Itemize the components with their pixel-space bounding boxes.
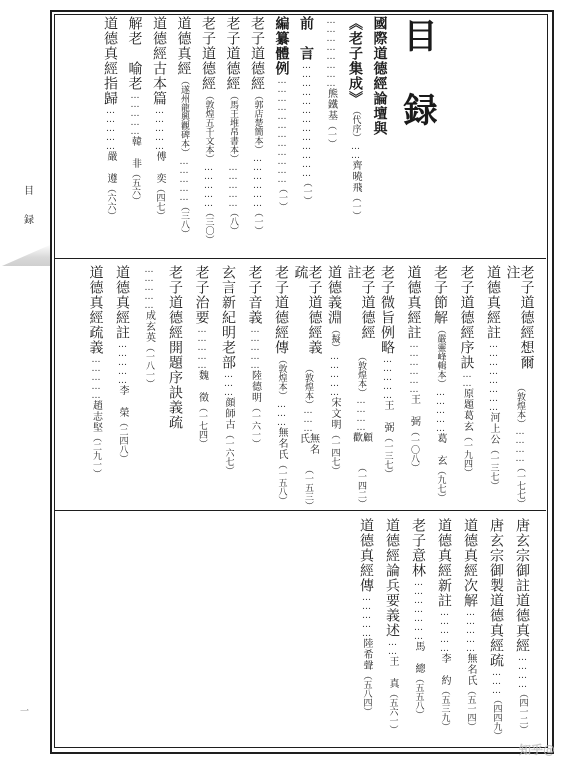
side-wedge-decoration xyxy=(2,244,52,266)
side-label-2: 録 xyxy=(24,215,34,226)
entry-page: （一三七） xyxy=(382,433,393,478)
entry-author: 成玄英 xyxy=(143,310,155,343)
page-number: 一 xyxy=(20,707,30,717)
leader-dots: …………… xyxy=(130,91,140,136)
toc-entry[interactable] xyxy=(248,16,266,256)
entry-edition-note: （擬） xyxy=(329,325,340,352)
leader-dots: ………… xyxy=(356,395,366,432)
entry-edition-note: （郭店楚簡本） xyxy=(252,91,263,154)
title-box xyxy=(397,18,456,218)
entry-author: 王 弼 xyxy=(408,394,420,427)
entry-author: 王 弼 xyxy=(382,400,393,433)
entry-title: 道德真經傳 xyxy=(358,518,374,593)
divider-top xyxy=(55,258,546,259)
entry-title: 老子節解 xyxy=(432,265,448,325)
entry-title: 唐玄宗御註道德真經 xyxy=(514,518,530,653)
entry-title: 道德真經新註 xyxy=(436,518,452,608)
entry-title: 道德經古本篇 xyxy=(151,16,167,106)
entry-title: 老子道德經 xyxy=(224,16,241,91)
entry-title: 道德真經次解 xyxy=(462,518,478,608)
entry-page: （五六） xyxy=(130,169,140,205)
toc-entry[interactable] xyxy=(101,16,119,256)
section-1 xyxy=(55,16,395,256)
page-title: 目録 xyxy=(397,18,437,166)
entry-page: （一五八） xyxy=(276,460,287,505)
entry-page: （一七七） xyxy=(515,462,525,508)
entry-title: 老子道德經想爾注 xyxy=(504,265,535,370)
leader-dots: ………………… xyxy=(413,578,424,641)
side-tab xyxy=(22,182,36,226)
leader-dots: …………… xyxy=(197,325,207,370)
entry-edition-note: （代序） xyxy=(350,106,361,142)
entry-author: 宋文明 xyxy=(329,397,340,430)
toc-entry[interactable] xyxy=(273,16,291,256)
leader-dots: ……… xyxy=(491,668,502,695)
toc-entry[interactable] xyxy=(272,265,290,507)
toc-entry[interactable] xyxy=(292,265,323,510)
entry-page: （一五三） xyxy=(303,464,313,510)
entry-page: （五八四） xyxy=(361,671,372,716)
toc-entry[interactable] xyxy=(87,265,105,507)
entry-author: 葛 玄 xyxy=(435,433,446,466)
entry-title: 道德真經註 xyxy=(485,265,501,340)
entry-title: 老子意林 xyxy=(410,518,426,578)
toc-entry[interactable] xyxy=(383,518,401,744)
toc-entry[interactable] xyxy=(246,265,264,507)
entry-title: 前 言 xyxy=(298,16,314,61)
entry-title: 國際道德經論壇與 xyxy=(371,16,388,136)
toc-entry[interactable] xyxy=(431,265,449,507)
entry-author: 馬 總 xyxy=(413,641,424,674)
leader-dots: …………… xyxy=(361,593,372,638)
entry-page: （一四二） xyxy=(356,463,366,509)
entry-title: 道德義淵 xyxy=(326,265,342,325)
entry-page: （五五八） xyxy=(413,674,424,719)
toc-entry[interactable] xyxy=(322,16,340,256)
toc-entry[interactable] xyxy=(199,16,217,256)
entry-author: 無名氏 xyxy=(465,653,476,686)
entry-page: （二四八） xyxy=(117,418,128,463)
entry-edition-note: （嚴靈峰輯本） xyxy=(435,325,446,388)
toc-entry[interactable] xyxy=(166,265,184,507)
entry-page: （一） xyxy=(252,208,263,235)
leader-dots: ………… xyxy=(515,426,525,463)
entry-page: （六六） xyxy=(105,184,116,220)
toc-entry[interactable] xyxy=(297,16,315,256)
entry-title: 道德真經註 xyxy=(114,265,130,340)
entry-title: 老子道德經義疏 xyxy=(292,265,323,355)
entry-author: 顧 歡 xyxy=(350,431,372,454)
entry-page: （一七四） xyxy=(197,403,207,448)
entry-author: 嚴 遵 xyxy=(105,151,116,184)
leader-dots: …………………… xyxy=(488,340,499,412)
entry-title: 老子音義 xyxy=(246,265,263,325)
toc-entry[interactable] xyxy=(325,265,343,507)
side-label-1: 目 xyxy=(24,186,34,197)
entry-author: 傅 奕 xyxy=(154,151,165,184)
entry-page: （三八） xyxy=(179,202,189,238)
entry-page: （四四九） xyxy=(491,695,502,740)
entry-page: （一） xyxy=(301,178,312,205)
toc-entry[interactable] xyxy=(224,16,242,256)
divider-middle xyxy=(55,510,546,511)
entry-author: 魏 徵 xyxy=(196,370,208,403)
entry-title: 道德真經 xyxy=(175,16,192,76)
entry-title: 道德真經註 xyxy=(405,265,422,340)
leader-dots: …………… xyxy=(179,157,189,202)
entry-author: 李 約 xyxy=(439,653,450,686)
entry-author: 原題葛玄 xyxy=(461,388,473,432)
toc-entry[interactable] xyxy=(346,16,364,256)
entry-author: 無名氏 xyxy=(297,433,319,456)
entry-title: 老子道德經註 xyxy=(345,265,376,340)
leader-dots: …… xyxy=(462,370,472,388)
leader-dots: ……… xyxy=(276,400,287,427)
entry-author: 李 榮 xyxy=(117,385,128,418)
leader-dots: ……… xyxy=(223,370,234,397)
toc-entry[interactable] xyxy=(371,16,389,256)
entry-title: 老子道德經序訣 xyxy=(458,265,475,370)
entry-author: 無名氏 xyxy=(276,427,287,460)
section-3 xyxy=(345,518,545,744)
entry-page: （五一四） xyxy=(465,686,476,731)
leader-dots: …………… xyxy=(91,355,101,400)
entry-page: （一八一） xyxy=(144,343,154,388)
entry-page: （四七） xyxy=(154,184,165,220)
entry-page: （一六一） xyxy=(250,403,260,448)
leader-dots: …………… xyxy=(203,163,214,208)
entry-page: （二九一） xyxy=(91,433,101,478)
leader-dots: …………… xyxy=(117,340,128,385)
toc-entry[interactable] xyxy=(175,16,193,256)
toc-entry[interactable] xyxy=(357,518,375,744)
leader-dots: …………… xyxy=(144,265,154,310)
entry-title: 玄言新紀明老部 xyxy=(220,265,236,370)
entry-title: 老子道德經 xyxy=(200,16,216,91)
entry-author: 顔師古 xyxy=(223,397,234,430)
entry-title: 道德真經指歸 xyxy=(102,16,118,106)
entry-author: 齊曉飛 xyxy=(350,160,361,193)
entry-page: （一） xyxy=(350,193,361,220)
entry-page: （五六一） xyxy=(387,689,398,734)
leader-dots: …………… xyxy=(329,352,340,397)
toc-entry[interactable] xyxy=(513,518,531,744)
toc-entry[interactable] xyxy=(140,265,158,507)
entry-page: （五三九） xyxy=(439,686,450,731)
toc-entry[interactable] xyxy=(193,265,211,507)
entry-author: 陸德明 xyxy=(249,370,261,403)
entry-edition-note: （馬王堆帛書本） xyxy=(228,91,238,163)
toc-entry[interactable] xyxy=(458,265,476,507)
entry-page: （一） xyxy=(277,184,287,211)
entry-title: 老子道德經傳 xyxy=(273,265,289,355)
entry-edition-note: （敦煌本） xyxy=(303,364,313,410)
toc-entry[interactable] xyxy=(484,265,502,507)
leader-dots: …………… xyxy=(439,608,450,653)
toc-entry[interactable] xyxy=(345,265,376,509)
leader-dots: …………………… xyxy=(326,16,336,88)
leader-dots: …………… xyxy=(382,355,393,400)
toc-entry[interactable] xyxy=(126,16,144,256)
leader-dots: …………… xyxy=(250,325,260,370)
entry-page: （一） xyxy=(326,121,336,148)
entry-title: 老子道德經 xyxy=(249,16,265,91)
entry-author: 河上公 xyxy=(488,412,499,445)
entry-author: 陸希聲 xyxy=(361,638,372,671)
leader-dots: …………… xyxy=(435,388,446,433)
entry-edition-note: （遂州龍興觀碑本） xyxy=(179,76,189,157)
toc-entry[interactable] xyxy=(504,265,535,508)
toc-entry[interactable] xyxy=(461,518,479,744)
entry-page: （一九四） xyxy=(462,432,472,477)
entry-title: 《老子集成》 xyxy=(347,16,363,106)
toc-entry[interactable] xyxy=(150,16,168,256)
toc-entry[interactable] xyxy=(113,265,131,507)
watermark: 知乎@ xyxy=(518,743,555,757)
leader-dots: ……………… xyxy=(252,154,263,208)
leader-dots: …………… xyxy=(465,608,476,653)
entry-title: 解老 喻老 xyxy=(126,16,143,91)
toc-entry[interactable] xyxy=(435,518,453,744)
leader-dots: ……………………………… xyxy=(277,76,287,184)
entry-title: 道德經論兵要義述 xyxy=(384,518,400,638)
entry-edition-note: （敦煌本） xyxy=(356,352,366,398)
entry-author: 王 真 xyxy=(387,656,398,689)
entry-edition-note: （敦煌本） xyxy=(515,382,525,428)
leader-dots: ………… xyxy=(517,653,528,689)
entry-title: 道德真經疏義 xyxy=(87,265,104,355)
leader-dots: ……… xyxy=(303,406,313,434)
entry-author: 韓 非 xyxy=(129,136,141,169)
entry-page: （四一二） xyxy=(517,689,528,734)
entry-author: 熊鐵基 xyxy=(325,88,337,121)
toc-entry[interactable] xyxy=(219,265,237,507)
entry-author: 趙志堅 xyxy=(90,400,102,433)
entry-title: 老子道德經開題序訣義疏 xyxy=(167,265,183,430)
entry-edition-note: （敦煌五千文本） xyxy=(203,91,214,163)
entry-page: （一四七） xyxy=(329,430,340,475)
leader-dots: ………………………………… xyxy=(301,61,312,178)
leader-dots: …… xyxy=(387,638,398,656)
entry-page: （八） xyxy=(228,208,238,235)
leader-dots: …… xyxy=(350,142,361,160)
leader-dots: …………… xyxy=(105,106,116,151)
toc-entry[interactable] xyxy=(409,518,427,744)
entry-edition-note: （敦煌本） xyxy=(276,355,287,400)
entry-page: （九七） xyxy=(435,466,446,502)
leader-dots: …………… xyxy=(154,106,165,151)
section-2 xyxy=(55,265,545,510)
toc-entry[interactable] xyxy=(378,265,396,507)
leader-dots: ……………… xyxy=(409,340,419,394)
toc-entry[interactable] xyxy=(487,518,505,744)
entry-title: 老子治要 xyxy=(193,265,210,325)
entry-page: （一〇八） xyxy=(409,427,419,472)
toc-entry[interactable] xyxy=(405,265,423,507)
leader-dots: …………… xyxy=(228,163,238,208)
entry-page: （一三七） xyxy=(488,445,499,490)
entry-page: （三〇） xyxy=(203,208,214,244)
entry-title: 唐玄宗御製道德真經疏 xyxy=(488,518,504,668)
entry-title: 老子微旨例略 xyxy=(379,265,395,355)
entry-title: 編纂體例 xyxy=(273,16,290,76)
entry-page: （一六七） xyxy=(223,430,234,475)
